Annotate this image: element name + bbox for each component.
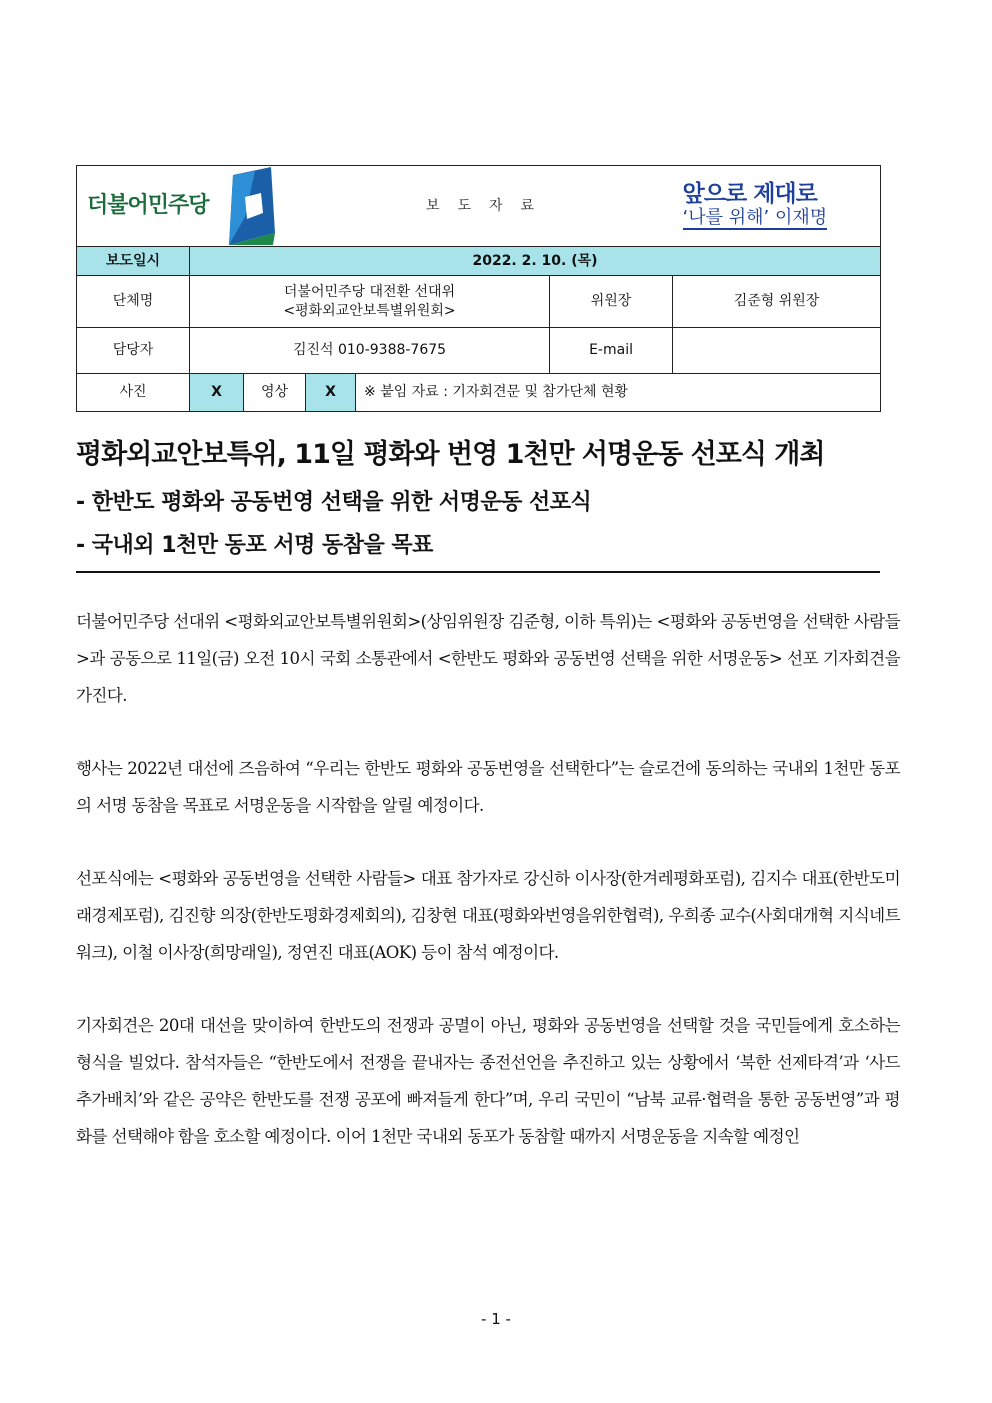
slogan-main: 앞으로 제대로 bbox=[682, 181, 817, 208]
date-value: 2022. 2. 10. (목) bbox=[190, 247, 881, 276]
campaign-slogan bbox=[673, 166, 881, 247]
page-number: - 1 - bbox=[481, 1310, 511, 1328]
body-paragraph: 선포식에는 <평화와 공동번영을 선택한 사람들> 대표 참가자로 강신하 이사장(한겨레평화포럼), 김지수 대표(한반도미래경제포럼), 김진향 의장(한반도평화경제회의), 김창현 대표(평화와번영을위한협력), 우희종 교수(사회대개혁 지식네트워크), 이철 이사장(희망래일), 정연진 대표(AOK) 등이 참석 예정이다. bbox=[76, 869, 900, 962]
body-paragraph: 행사는 2022년 대선에 즈음하여 “우리는 한반도 평화와 공동번영을 선택한다”는 슬로건에 동의하는 국내외 1천만 동포의 서명 동참을 목표로 서명운동을 시작함을 알릴 예정이다. bbox=[76, 759, 900, 815]
attachment-note: ※ 붙임 자료 : 기자회견문 및 참가단체 현황 bbox=[356, 374, 881, 412]
headline-divider bbox=[76, 571, 880, 573]
contact-label: 담당자 bbox=[77, 328, 190, 374]
video-label: 영상 bbox=[244, 374, 306, 412]
slogan-sub: ‘나를 위해’ 이재명 bbox=[682, 206, 828, 228]
body-text bbox=[76, 603, 900, 1191]
headline-block bbox=[76, 432, 886, 559]
headline-title: 평화외교안보특위, 11일 평화와 번영 1천만 서명운동 선포식 개최 bbox=[76, 439, 825, 470]
body-paragraph: 기자회견은 20대 대선을 맞이하여 한반도의 전쟁과 공멸이 아닌, 평화와 공동번영을 선택할 것을 국민들에게 호소하는 형식을 빌었다. 참석자들은 “한반도에서 전쟁을 끝내자는 종전선언을 추진하고 있는 상황에서 ‘북한 선제타격’과 ‘사드 추가배치’와 같은 공약은 한반도를 전쟁 공포에 빠져들게 한다”며, 우리 국민이 “남북 교류·협력을 통한 공동번영”과 평화를 선택해야 함을 호소할 예정이다. 이어 1천만 국내외 동포가 동참할 때까지 서명운동을 지속할 예정인 bbox=[76, 1016, 900, 1146]
party-logo bbox=[77, 166, 306, 247]
party-name: 더불어민주당 bbox=[87, 192, 209, 218]
body-paragraph: 더불어민주당 선대위 <평화외교안보특별위원회>(상임위원장 김준형, 이하 특위)는 <평화와 공동번영을 선택한 사람들>과 공동으로 11일(금) 오전 10시 국회 소통관에서 <한반도 평화와 공동번영 선택을 위한 서명운동> 선포 기자회견을 가진다. bbox=[76, 612, 900, 705]
date-label: 보도일시 bbox=[77, 247, 190, 276]
org-value bbox=[190, 276, 550, 328]
photo-value: X bbox=[190, 374, 244, 412]
headline-sub-1: - 한반도 평화와 공동번영 선택을 위한 서명운동 선포식 bbox=[76, 490, 592, 515]
org-label: 단체명 bbox=[77, 276, 190, 328]
headline-sub-2: - 국내외 1천만 동포 서명 동참을 목표 bbox=[76, 533, 433, 558]
org-line1: 더불어민주당 대전환 선대위 bbox=[283, 284, 456, 301]
party-emblem-icon bbox=[215, 167, 285, 245]
chair-label: 위원장 bbox=[550, 276, 673, 328]
email-label: E-mail bbox=[550, 328, 673, 374]
contact-value: 김진석 010-9388-7675 bbox=[190, 328, 550, 374]
document-title: 보도자료 bbox=[306, 166, 673, 247]
photo-label: 사진 bbox=[77, 374, 190, 412]
email-value bbox=[673, 328, 881, 374]
video-value: X bbox=[306, 374, 356, 412]
org-line2: <평화외교안보특별위원회> bbox=[283, 302, 456, 319]
press-info-table bbox=[76, 165, 881, 412]
chair-value: 김준형 위원장 bbox=[673, 276, 881, 328]
